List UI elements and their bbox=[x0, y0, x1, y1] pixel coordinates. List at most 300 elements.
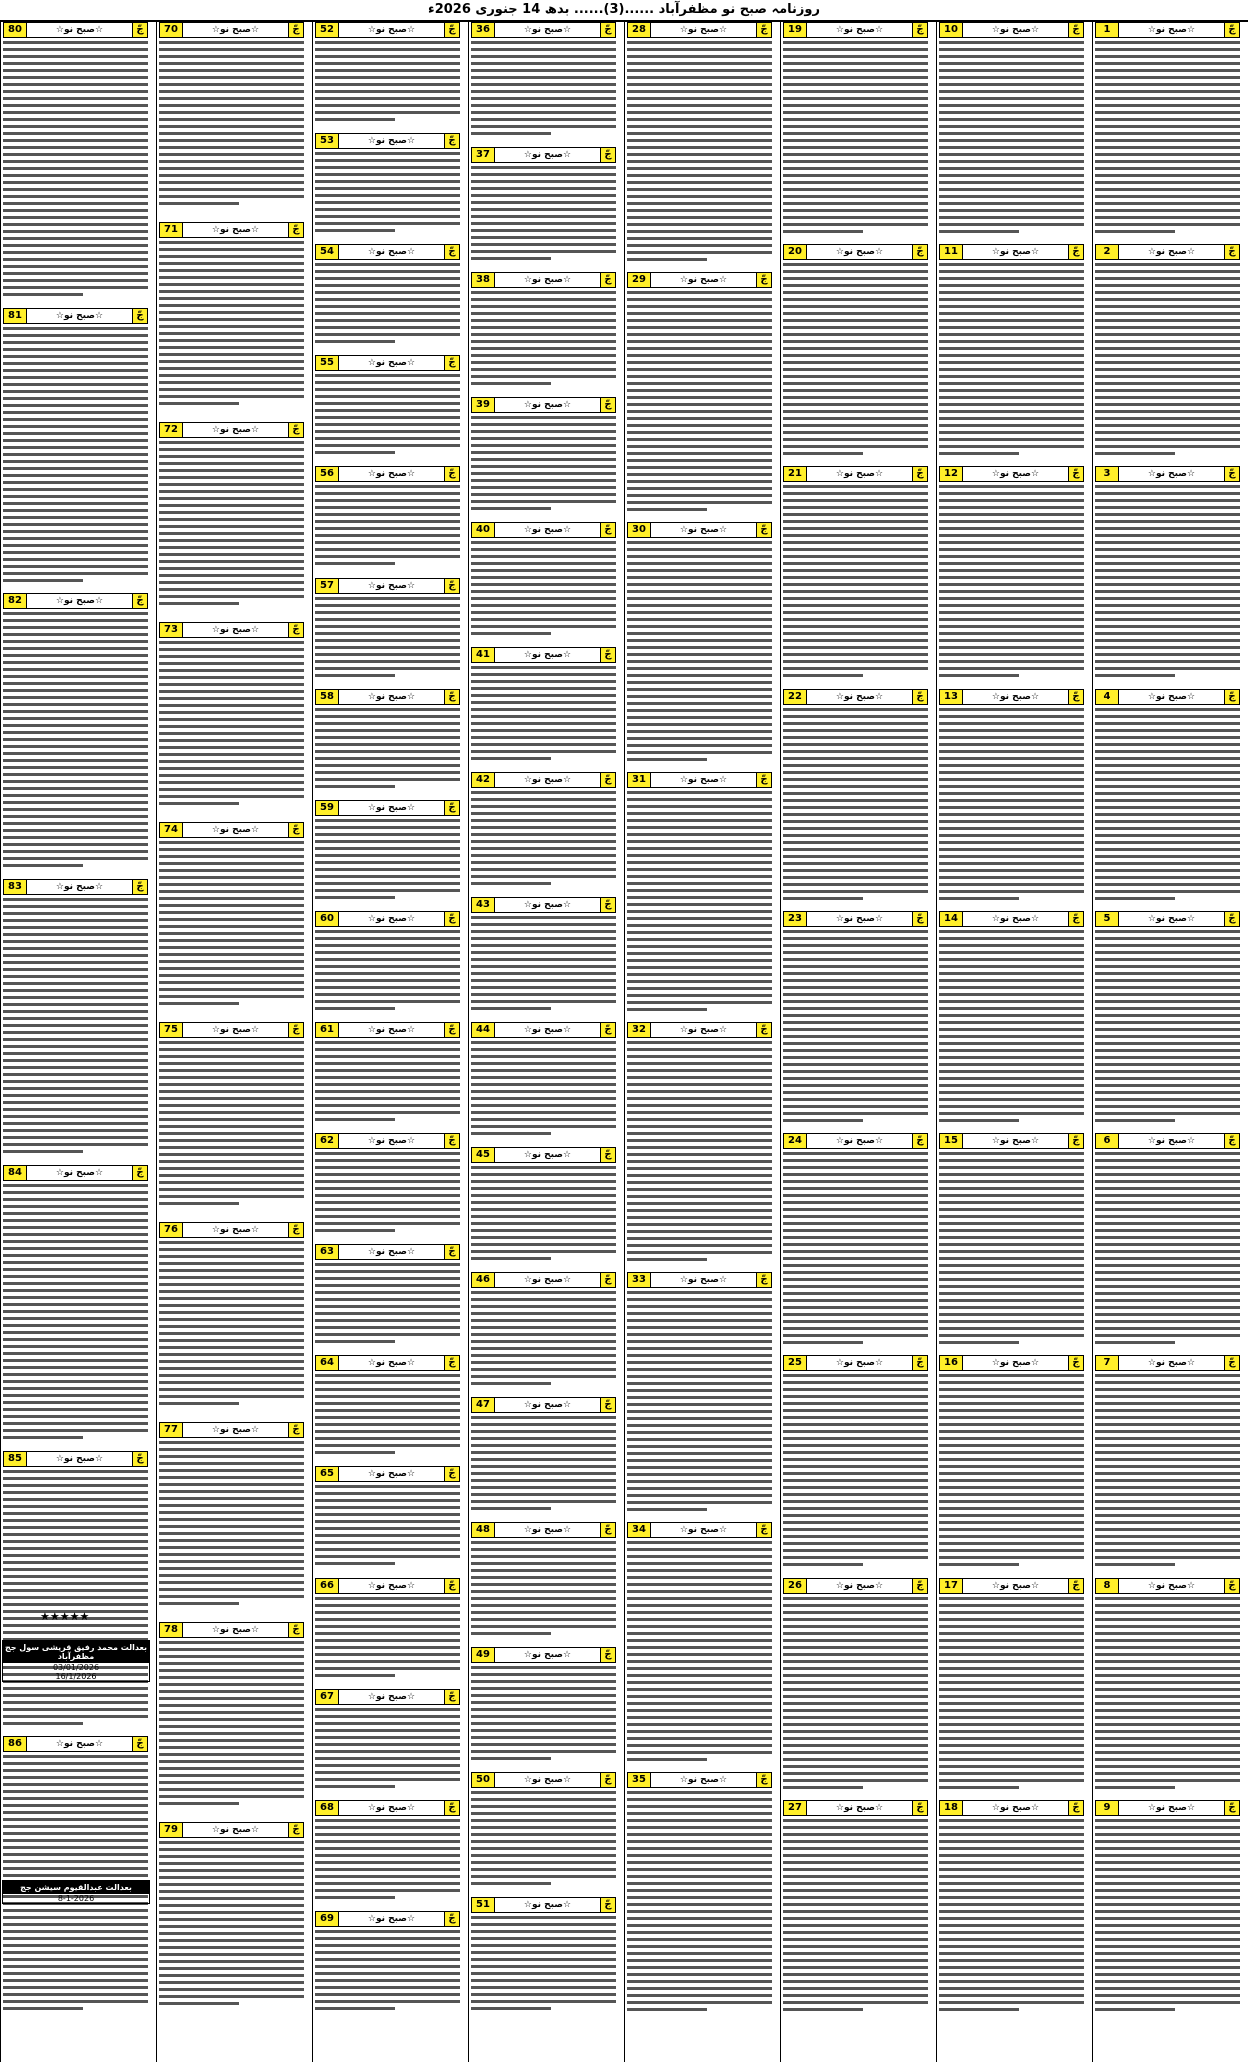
text-line bbox=[627, 695, 772, 698]
text-line bbox=[1095, 1514, 1240, 1517]
text-line bbox=[1095, 611, 1240, 614]
text-line bbox=[939, 167, 1084, 170]
notice-number: 56 bbox=[316, 467, 339, 481]
brand-text: صبح نو bbox=[531, 1400, 563, 1410]
text-line bbox=[939, 841, 1084, 844]
text-line bbox=[3, 759, 148, 762]
star-icon: ☆ bbox=[679, 275, 688, 285]
text-line bbox=[627, 1931, 772, 1934]
text-line bbox=[159, 1181, 304, 1184]
notice-item bbox=[939, 466, 1084, 684]
text-line bbox=[159, 476, 304, 479]
text-line bbox=[939, 1070, 1084, 1073]
text-line bbox=[159, 388, 304, 391]
text-line bbox=[3, 905, 148, 908]
notice-body-text bbox=[627, 1541, 772, 1761]
star-icon: ☆ bbox=[407, 1580, 416, 1591]
text-line bbox=[939, 1868, 1084, 1871]
text-line bbox=[627, 966, 772, 969]
brand-label bbox=[1119, 25, 1224, 35]
brand-label bbox=[495, 1400, 600, 1410]
text-line bbox=[471, 1354, 616, 1357]
text-line bbox=[1095, 1625, 1240, 1628]
text-line bbox=[627, 681, 772, 684]
text-line bbox=[627, 1548, 772, 1551]
notice-header-bar bbox=[783, 911, 928, 927]
notice-number: 65 bbox=[316, 1467, 339, 1481]
text-line bbox=[627, 1791, 772, 1794]
text-line bbox=[783, 1180, 928, 1183]
text-line bbox=[471, 1958, 616, 1961]
text-line bbox=[315, 1826, 460, 1829]
text-line bbox=[159, 1704, 304, 1707]
text-line bbox=[627, 494, 772, 497]
text-line bbox=[159, 1848, 304, 1851]
text-line bbox=[783, 1327, 928, 1330]
text-line bbox=[3, 857, 148, 860]
text-line bbox=[783, 548, 928, 551]
text-line bbox=[783, 993, 928, 996]
notice-header-bar bbox=[471, 522, 616, 538]
text-line bbox=[1095, 41, 1240, 44]
brand-label bbox=[651, 275, 756, 285]
star-icon: ☆ bbox=[1031, 1358, 1040, 1369]
notice-item bbox=[3, 308, 148, 590]
text-line bbox=[939, 1903, 1084, 1906]
text-line bbox=[159, 767, 304, 770]
notice-header-bar bbox=[315, 1911, 460, 1927]
text-line bbox=[3, 1624, 148, 1627]
text-line bbox=[1095, 298, 1240, 301]
text-line bbox=[627, 1945, 772, 1948]
notice-item bbox=[471, 1147, 616, 1268]
text-line bbox=[783, 1334, 928, 1337]
text-line bbox=[159, 1641, 304, 1644]
star-icon: ☆ bbox=[1147, 1802, 1156, 1813]
text-line bbox=[627, 487, 772, 490]
text-line bbox=[315, 520, 460, 523]
text-line bbox=[1095, 118, 1240, 121]
text-line bbox=[1095, 326, 1240, 329]
star-icon: ☆ bbox=[523, 25, 532, 35]
notice-header-bar bbox=[3, 308, 148, 324]
text-line bbox=[159, 1760, 304, 1763]
star-icon: ☆ bbox=[523, 150, 532, 160]
text-line bbox=[159, 697, 304, 700]
notice-header-bar bbox=[939, 911, 1084, 927]
text-line bbox=[3, 794, 148, 797]
text-line bbox=[3, 1687, 148, 1690]
notice-number: 42 bbox=[472, 773, 495, 787]
text-line bbox=[783, 1973, 928, 1976]
notice-number: 29 bbox=[628, 273, 651, 287]
text-line bbox=[315, 41, 460, 44]
notice-header-bar bbox=[471, 397, 616, 413]
text-line bbox=[3, 327, 148, 330]
text-line bbox=[315, 1632, 460, 1635]
text-line bbox=[627, 298, 772, 301]
text-line bbox=[159, 1981, 304, 1984]
star-icon: ☆ bbox=[835, 691, 844, 702]
text-line bbox=[159, 318, 304, 321]
text-line bbox=[315, 1083, 460, 1086]
text-line bbox=[315, 1555, 460, 1558]
badge-icon: جّ bbox=[912, 1134, 927, 1148]
text-line bbox=[159, 648, 304, 651]
text-line bbox=[3, 1003, 148, 1006]
text-line bbox=[159, 1718, 304, 1721]
text-line bbox=[627, 618, 772, 621]
text-line bbox=[939, 506, 1084, 509]
text-line bbox=[783, 1896, 928, 1899]
text-line bbox=[627, 1382, 772, 1385]
text-line bbox=[159, 1055, 304, 1058]
text-line bbox=[3, 1540, 148, 1543]
text-line bbox=[783, 1264, 928, 1267]
notice-body-text bbox=[939, 1597, 1084, 1789]
text-line bbox=[627, 1104, 772, 1107]
text-line bbox=[315, 1972, 460, 1975]
star-icon: ☆ bbox=[55, 1739, 64, 1750]
star-icon: ☆ bbox=[523, 1525, 532, 1535]
text-line bbox=[3, 202, 148, 205]
star-icon: ☆ bbox=[875, 1580, 884, 1591]
brand-text: صبح نو bbox=[999, 247, 1031, 258]
star-icon: ☆ bbox=[367, 469, 376, 480]
badge-icon: جّ bbox=[912, 690, 927, 704]
text-line bbox=[3, 1282, 148, 1285]
text-line bbox=[783, 951, 928, 954]
text-line bbox=[939, 1007, 1084, 1010]
text-line bbox=[3, 850, 148, 853]
text-line bbox=[315, 1520, 460, 1523]
text-line bbox=[1095, 993, 1240, 996]
notice-header-bar bbox=[471, 1022, 616, 1038]
badge-icon: جّ bbox=[600, 1648, 615, 1662]
text-line bbox=[783, 1341, 863, 1344]
text-line bbox=[783, 1861, 928, 1864]
notice-body-text bbox=[3, 898, 148, 1153]
court-notice-1-date-2: 16/1/2026 bbox=[55, 1672, 97, 1681]
star-icon: ☆ bbox=[1187, 1358, 1196, 1369]
text-line bbox=[3, 453, 148, 456]
text-line bbox=[783, 1007, 928, 1010]
text-line bbox=[783, 792, 928, 795]
notice-item bbox=[1095, 689, 1240, 907]
text-line bbox=[471, 347, 616, 350]
notice-body-text bbox=[783, 1597, 928, 1789]
text-line bbox=[1095, 1320, 1240, 1323]
star-icon: ☆ bbox=[251, 425, 260, 435]
text-line bbox=[627, 1452, 772, 1455]
text-line bbox=[939, 485, 1084, 488]
text-line bbox=[3, 1436, 83, 1439]
star-icon: ☆ bbox=[875, 691, 884, 702]
notice-body-text bbox=[471, 41, 616, 135]
text-line bbox=[939, 1180, 1084, 1183]
text-line bbox=[315, 611, 460, 614]
text-line bbox=[315, 1764, 460, 1767]
brand-label bbox=[807, 1581, 912, 1591]
text-line bbox=[939, 118, 1084, 121]
text-line bbox=[1095, 146, 1240, 149]
text-line bbox=[3, 696, 148, 699]
notice-header-bar bbox=[315, 1466, 460, 1482]
text-line bbox=[315, 937, 460, 940]
text-line bbox=[471, 1673, 616, 1676]
text-line bbox=[315, 402, 460, 405]
text-line bbox=[627, 980, 772, 983]
text-line bbox=[471, 298, 616, 301]
brand-text: صبح نو bbox=[63, 25, 95, 35]
text-line bbox=[471, 833, 616, 836]
text-line bbox=[3, 1066, 148, 1069]
text-line bbox=[783, 55, 928, 58]
text-line bbox=[471, 493, 616, 496]
text-line bbox=[1095, 368, 1240, 371]
text-line bbox=[939, 181, 1084, 184]
text-line bbox=[627, 737, 772, 740]
text-line bbox=[159, 1732, 304, 1735]
notice-header-bar bbox=[315, 22, 460, 38]
text-line bbox=[939, 298, 1084, 301]
badge-icon: جّ bbox=[600, 1523, 615, 1537]
text-line bbox=[3, 1554, 148, 1557]
text-line bbox=[3, 989, 148, 992]
text-line bbox=[627, 1716, 772, 1719]
text-line bbox=[627, 1896, 772, 1899]
star-icon: ☆ bbox=[719, 275, 728, 285]
text-line bbox=[471, 1576, 616, 1579]
text-line bbox=[159, 1553, 304, 1556]
text-line bbox=[939, 1709, 1084, 1712]
brand-label bbox=[807, 692, 912, 702]
text-line bbox=[471, 1208, 616, 1211]
text-line bbox=[3, 153, 148, 156]
text-line bbox=[1095, 722, 1240, 725]
text-line bbox=[627, 1090, 772, 1093]
text-line bbox=[1095, 132, 1240, 135]
text-line bbox=[939, 1222, 1084, 1225]
text-line bbox=[3, 244, 148, 247]
text-line bbox=[159, 855, 304, 858]
notice-body-text bbox=[471, 416, 616, 510]
text-line bbox=[3, 146, 148, 149]
text-line bbox=[627, 1326, 772, 1329]
notice-header-bar bbox=[939, 22, 1084, 38]
text-line bbox=[1095, 396, 1240, 399]
text-line bbox=[627, 1681, 772, 1684]
star-icon: ☆ bbox=[991, 1358, 1000, 1369]
text-line bbox=[3, 1366, 148, 1369]
text-line bbox=[471, 1791, 616, 1794]
text-line bbox=[3, 1867, 148, 1870]
text-line bbox=[471, 1076, 616, 1079]
brand-label bbox=[495, 900, 600, 910]
text-line bbox=[939, 1840, 1084, 1843]
text-line bbox=[159, 1374, 304, 1377]
notice-number: 3 bbox=[1096, 467, 1119, 481]
brand-label bbox=[495, 275, 600, 285]
text-line bbox=[471, 1069, 616, 1072]
brand-text: صبح نو bbox=[531, 1900, 563, 1910]
text-line bbox=[471, 1611, 616, 1614]
text-line bbox=[471, 1555, 616, 1558]
star-icon: ☆ bbox=[563, 275, 572, 285]
star-icon: ☆ bbox=[523, 275, 532, 285]
text-line bbox=[159, 1781, 304, 1784]
text-line bbox=[3, 1951, 148, 1954]
brand-text: صبح نو bbox=[999, 1358, 1031, 1369]
text-line bbox=[627, 1188, 772, 1191]
star-icon: ☆ bbox=[563, 25, 572, 35]
badge-icon: جّ bbox=[1068, 1579, 1083, 1593]
text-line bbox=[783, 527, 928, 530]
text-line bbox=[627, 410, 772, 413]
text-line bbox=[159, 1518, 304, 1521]
badge-icon: جّ bbox=[600, 898, 615, 912]
text-line bbox=[783, 125, 928, 128]
star-icon: ☆ bbox=[95, 596, 104, 607]
text-line bbox=[471, 187, 616, 190]
text-line bbox=[1095, 534, 1240, 537]
text-line bbox=[159, 1132, 304, 1135]
text-line bbox=[3, 516, 148, 519]
text-line bbox=[783, 1313, 928, 1316]
text-line bbox=[627, 1083, 772, 1086]
text-line bbox=[3, 1136, 148, 1139]
text-line bbox=[471, 1347, 616, 1350]
text-line bbox=[939, 1173, 1084, 1176]
text-line bbox=[627, 174, 772, 177]
text-line bbox=[159, 153, 304, 156]
notice-item bbox=[783, 22, 928, 240]
text-line bbox=[1095, 1187, 1240, 1190]
notice-item bbox=[1095, 1578, 1240, 1796]
text-line bbox=[471, 500, 616, 503]
text-line bbox=[627, 424, 772, 427]
text-line bbox=[471, 132, 551, 135]
text-line bbox=[3, 1512, 148, 1515]
notice-number: 58 bbox=[316, 690, 339, 704]
text-line bbox=[159, 704, 304, 707]
text-line bbox=[471, 1479, 616, 1482]
badge-icon: جّ bbox=[444, 245, 459, 259]
brand-label bbox=[339, 25, 444, 35]
text-line bbox=[939, 1250, 1084, 1253]
text-line bbox=[939, 1028, 1084, 1031]
text-line bbox=[315, 1930, 460, 1933]
text-line bbox=[1095, 799, 1240, 802]
text-line bbox=[783, 674, 863, 677]
text-line bbox=[159, 262, 304, 265]
text-line bbox=[627, 83, 772, 86]
text-line bbox=[783, 876, 928, 879]
text-line bbox=[471, 1305, 616, 1308]
text-line bbox=[159, 1160, 304, 1163]
text-line bbox=[783, 1826, 928, 1829]
text-line bbox=[939, 1229, 1084, 1232]
text-line bbox=[627, 354, 772, 357]
notice-header-bar bbox=[783, 1355, 928, 1371]
star-icon: ☆ bbox=[367, 1469, 376, 1480]
notice-body-text bbox=[471, 1416, 616, 1510]
text-line bbox=[1095, 90, 1240, 93]
text-line bbox=[939, 1959, 1084, 1962]
text-line bbox=[159, 132, 304, 135]
text-line bbox=[3, 1477, 148, 1480]
text-line bbox=[159, 1988, 304, 1991]
text-line bbox=[939, 69, 1084, 72]
text-line bbox=[627, 431, 772, 434]
text-line bbox=[471, 715, 616, 718]
text-line bbox=[939, 597, 1084, 600]
text-line bbox=[783, 1625, 928, 1628]
badge-icon: جّ bbox=[600, 1023, 615, 1037]
text-line bbox=[783, 1236, 928, 1239]
star-icon: ☆ bbox=[875, 1358, 884, 1369]
text-line bbox=[471, 701, 616, 704]
text-line bbox=[627, 1723, 772, 1726]
text-line bbox=[315, 729, 460, 732]
star-icon: ☆ bbox=[251, 1225, 260, 1235]
text-line bbox=[783, 646, 928, 649]
notice-body-text bbox=[627, 791, 772, 1011]
text-line bbox=[471, 1548, 616, 1551]
brand-text: صبح نو bbox=[375, 1247, 407, 1258]
text-line bbox=[159, 1648, 304, 1651]
text-line bbox=[1095, 1250, 1240, 1253]
text-line bbox=[1095, 375, 1240, 378]
text-line bbox=[783, 1306, 928, 1309]
text-line bbox=[783, 722, 928, 725]
brand-label bbox=[27, 1168, 132, 1178]
text-line bbox=[939, 1730, 1084, 1733]
brand-text: صبح نو bbox=[375, 136, 407, 147]
text-line bbox=[627, 361, 772, 364]
brand-text: صبح نو bbox=[375, 1913, 407, 1924]
text-line bbox=[3, 1603, 148, 1606]
text-line bbox=[627, 223, 772, 226]
text-line bbox=[471, 1118, 616, 1121]
text-line bbox=[939, 583, 1084, 586]
badge-icon: جّ bbox=[444, 1912, 459, 1926]
brand-label bbox=[339, 1469, 444, 1479]
text-line bbox=[1095, 1472, 1240, 1475]
text-line bbox=[3, 1184, 148, 1187]
text-line bbox=[471, 1104, 616, 1107]
notice-item bbox=[939, 1578, 1084, 1796]
text-line bbox=[1095, 1416, 1240, 1419]
text-line bbox=[3, 717, 148, 720]
brand-label bbox=[1119, 1136, 1224, 1146]
text-line bbox=[627, 1312, 772, 1315]
text-line bbox=[315, 1534, 460, 1537]
text-line bbox=[1095, 890, 1240, 893]
notice-item bbox=[783, 1355, 928, 1573]
notice-header-bar bbox=[3, 1165, 148, 1181]
text-line bbox=[783, 897, 863, 900]
notice-item bbox=[1095, 244, 1240, 462]
text-line bbox=[783, 1430, 928, 1433]
text-line bbox=[3, 90, 148, 93]
text-line bbox=[783, 1868, 928, 1871]
text-line bbox=[939, 139, 1084, 142]
brand-label bbox=[1119, 469, 1224, 479]
star-icon: ☆ bbox=[367, 1358, 376, 1369]
text-line bbox=[1095, 1688, 1240, 1691]
star-icon: ☆ bbox=[367, 1136, 376, 1147]
